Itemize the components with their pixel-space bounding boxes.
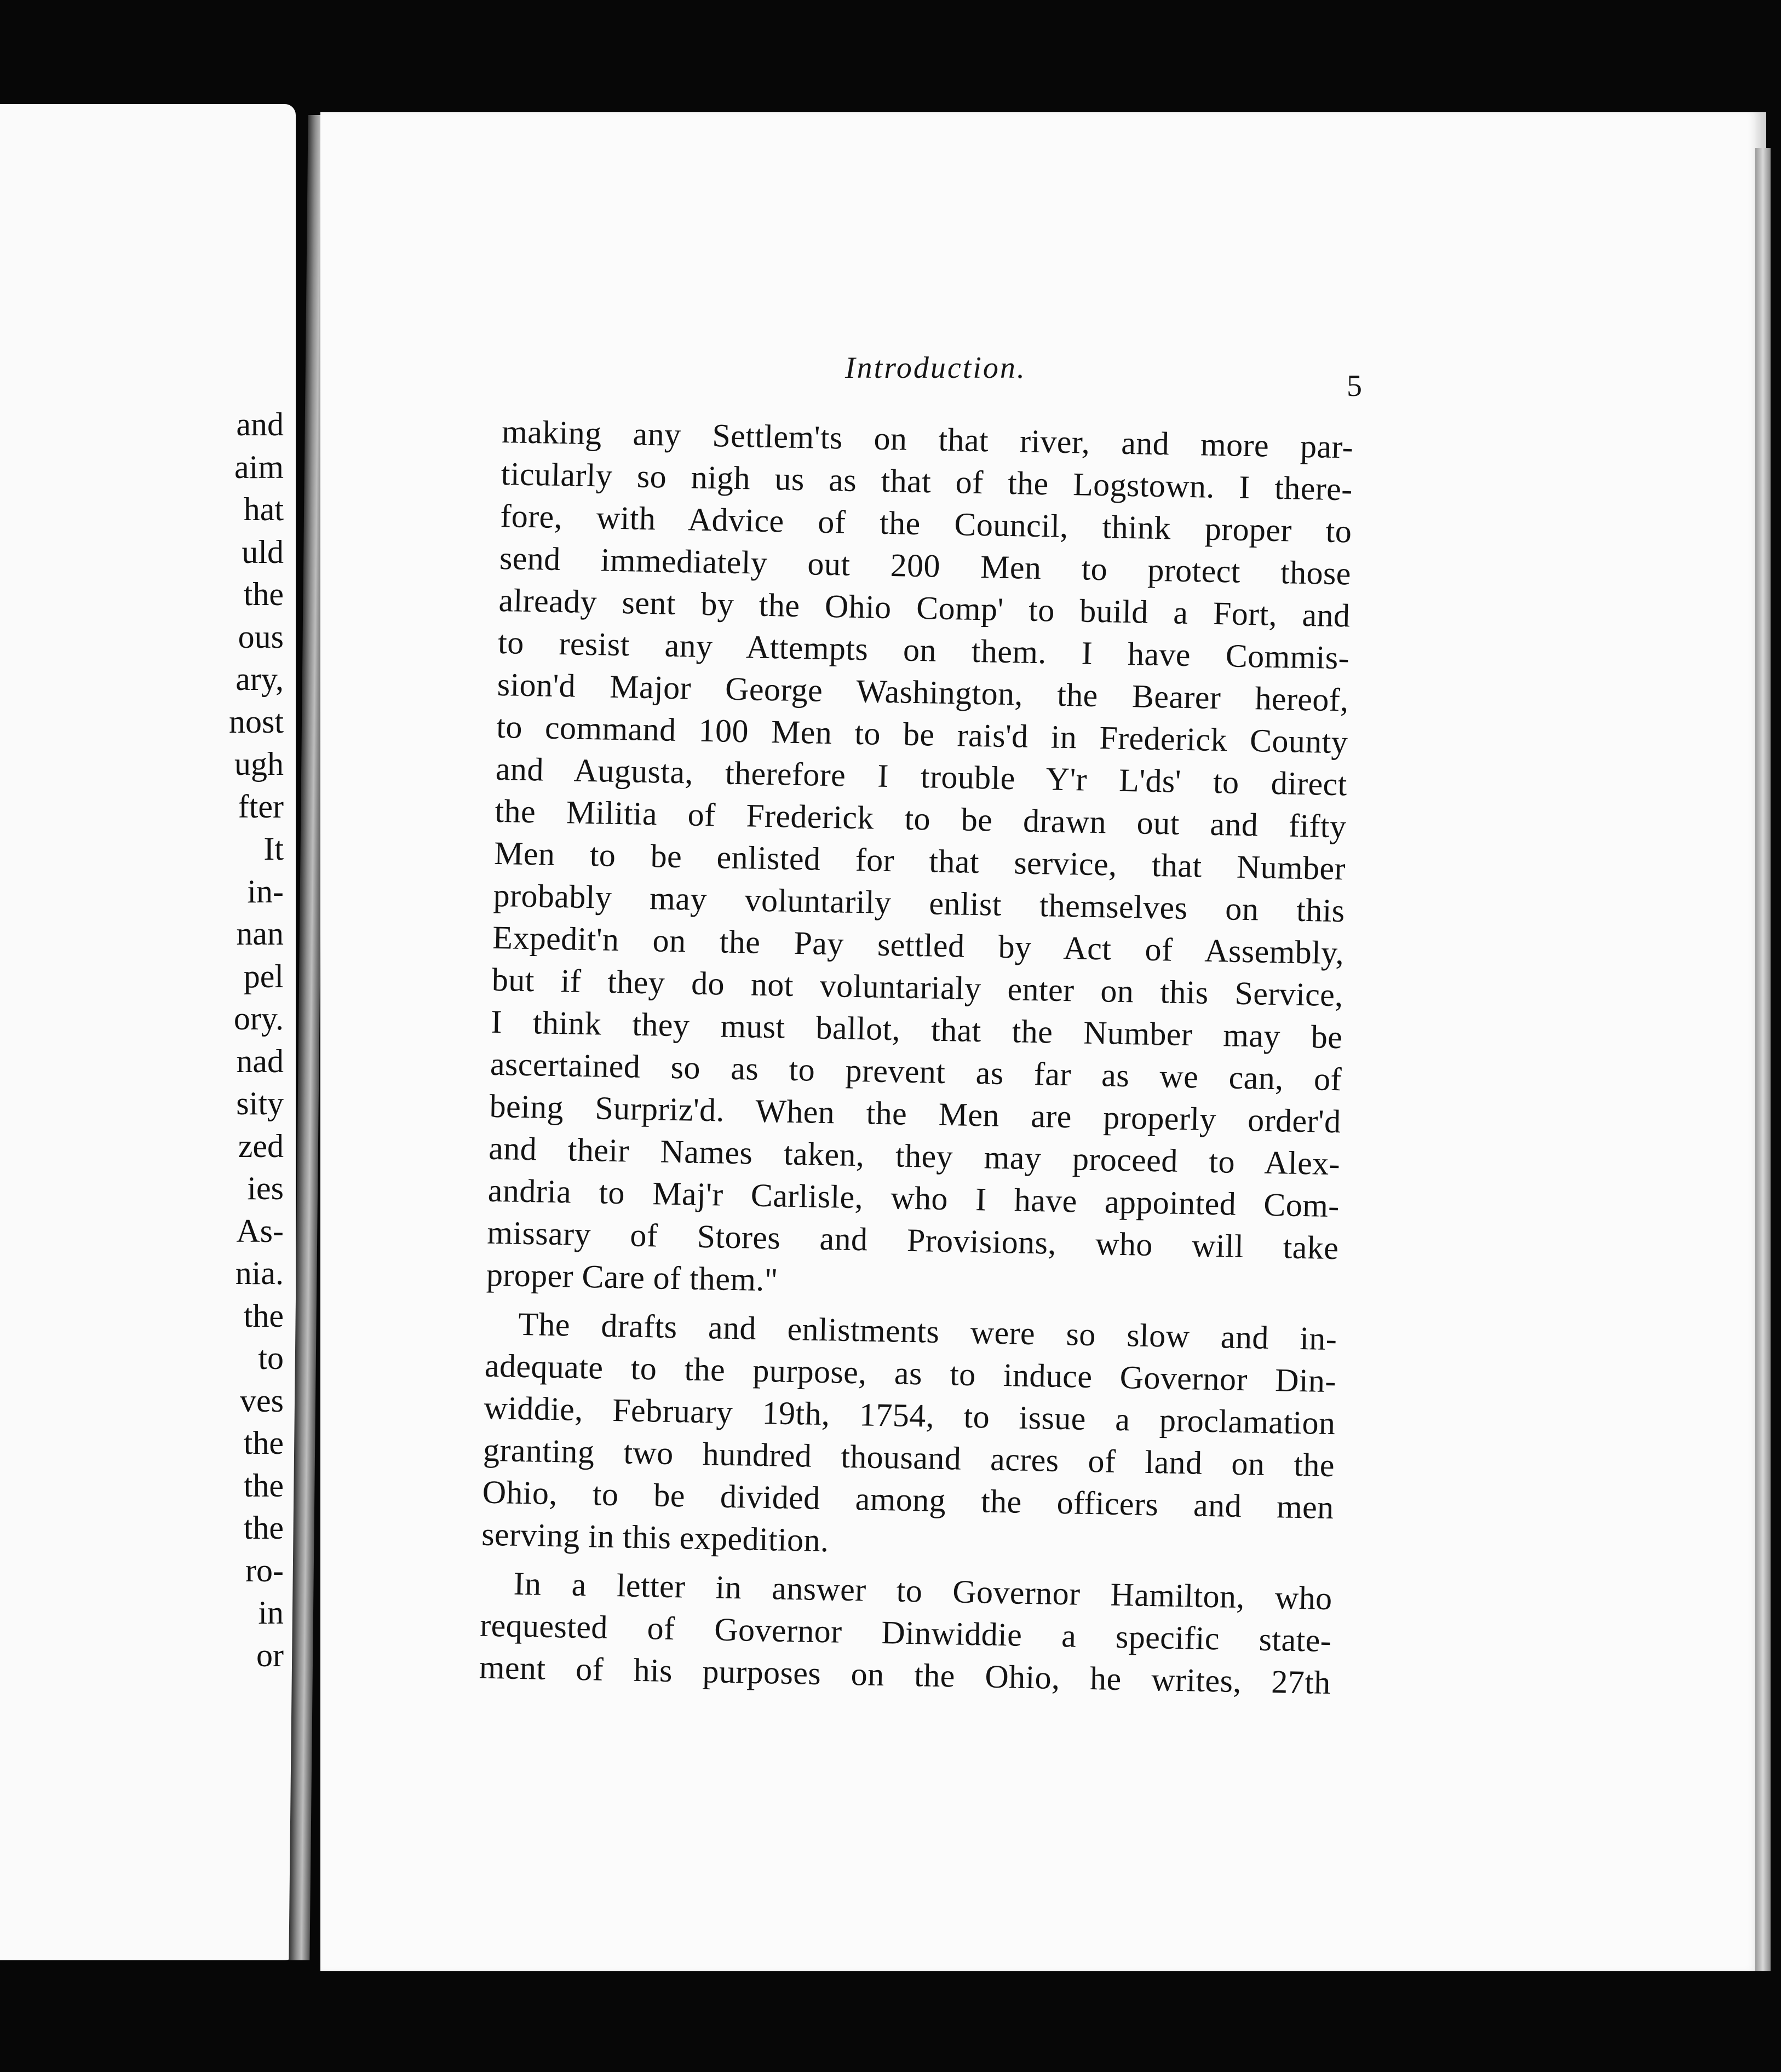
text-line: the Militia of Frederick to be drawn out and fifty bbox=[494, 792, 1347, 845]
page-edge bbox=[1755, 148, 1771, 1971]
previous-page-line: nad bbox=[236, 1043, 284, 1079]
text-line: ticularly so nigh us as that of the Logstown. I there- bbox=[501, 455, 1353, 508]
previous-page-line: It bbox=[263, 831, 284, 867]
text-line: but if they do not voluntarialy enter on this Service, bbox=[491, 961, 1344, 1014]
previous-page-line: in- bbox=[247, 873, 284, 910]
text-line: already sent by the Ohio Comp' to build a Fort, and bbox=[498, 582, 1351, 634]
previous-page-line: to bbox=[258, 1340, 284, 1376]
previous-page-line: ves bbox=[240, 1382, 284, 1419]
text-line: ment of his purposes on the Ohio, he writes, 27th bbox=[479, 1649, 1331, 1701]
text-line: granting two hundred thousand acres of land on the bbox=[482, 1431, 1335, 1484]
text-line: Expedit'n on the Pay settled by Act of Assembly, bbox=[492, 919, 1345, 971]
body-text bbox=[479, 411, 1354, 1704]
text-line: being Surpriz'd. When the Men are properly order'd bbox=[489, 1087, 1342, 1140]
previous-page-line: in bbox=[258, 1595, 284, 1631]
running-head: Introduction. bbox=[845, 351, 1026, 385]
previous-page-line: the bbox=[243, 1467, 284, 1504]
previous-page-line: ary, bbox=[235, 661, 284, 697]
text-line: send immediately out 200 Men to protect those bbox=[499, 539, 1352, 592]
previous-page-line: hat bbox=[243, 491, 284, 527]
previous-page-line: the bbox=[243, 576, 284, 612]
previous-page-line: sity bbox=[236, 1085, 284, 1121]
previous-page-line: ugh bbox=[234, 746, 284, 782]
text-line: Ohio, to be divided among the officers and men bbox=[482, 1474, 1335, 1526]
text-line: adequate to the purpose, as to induce Governor Din- bbox=[484, 1347, 1337, 1400]
text-line: to resist any Attempts on them. I have Commis- bbox=[497, 624, 1350, 676]
text-line: and their Names taken, they may proceed to Alex- bbox=[488, 1130, 1341, 1182]
previous-page-line: As- bbox=[236, 1212, 284, 1249]
text-line: fore, with Advice of the Council, think proper to bbox=[499, 497, 1352, 550]
previous-page-line: and bbox=[236, 406, 284, 442]
text-line: requested of Governor Dinwiddie a specific state- bbox=[479, 1607, 1332, 1659]
previous-page-line: or bbox=[256, 1637, 284, 1673]
page-number: 5 bbox=[1347, 369, 1362, 403]
text-line: ascertained so as to prevent as far as we can, of bbox=[490, 1045, 1342, 1098]
paragraph-quote bbox=[486, 411, 1353, 1311]
previous-page-line: the bbox=[243, 1510, 284, 1546]
previous-page-line: ro- bbox=[245, 1552, 284, 1588]
text-line: missary of Stores and Provisions, who will take bbox=[486, 1214, 1339, 1267]
previous-page-line: nan bbox=[236, 916, 284, 952]
previous-page-line: the bbox=[243, 1297, 284, 1334]
text-line: widdie, February 19th, 1754, to issue a proclamation bbox=[484, 1389, 1336, 1442]
text-line: proper Care of them." bbox=[486, 1256, 779, 1298]
text-line: The drafts and enlistments were so slow and in- bbox=[518, 1305, 1337, 1357]
previous-page-line: ous bbox=[238, 618, 284, 655]
previous-page-line: nia. bbox=[235, 1255, 284, 1291]
text-line: and Augusta, therefore I trouble Y'r L'ds' to direct bbox=[495, 750, 1348, 803]
text-line: serving in this expedition. bbox=[481, 1516, 829, 1559]
text-line: making any Settlem'ts on that river, and more par- bbox=[501, 413, 1354, 465]
text-line: to command 100 Men to be rais'd in Frederick County bbox=[496, 708, 1348, 761]
previous-page-line: ory. bbox=[233, 1000, 284, 1037]
text-line: Men to be enlisted for that service, that Number bbox=[493, 834, 1346, 887]
previous-page bbox=[0, 104, 296, 1960]
text-line: In a letter in answer to Governor Hamilton, who bbox=[513, 1565, 1333, 1617]
previous-page-line: uld bbox=[242, 533, 284, 570]
previous-page-line: fter bbox=[238, 788, 284, 825]
previous-page-line: ies bbox=[247, 1170, 284, 1206]
previous-page-line: nost bbox=[228, 703, 284, 740]
previous-page-line: zed bbox=[238, 1127, 284, 1164]
text-line: sion'd Major George Washington, the Bearer hereof, bbox=[497, 666, 1349, 718]
text-line: I think they must ballot, that the Number may be bbox=[490, 1003, 1343, 1056]
previous-page-line: the bbox=[243, 1425, 284, 1461]
paragraph-letter bbox=[479, 1562, 1332, 1704]
previous-page-line: pel bbox=[243, 958, 284, 994]
text-line: probably may voluntarily enlist themselves on this bbox=[493, 877, 1346, 929]
previous-page-line: aim bbox=[234, 448, 284, 485]
text-line: andria to Maj'r Carlisle, who I have appointed Com- bbox=[487, 1172, 1340, 1224]
paragraph-drafts bbox=[481, 1303, 1337, 1571]
